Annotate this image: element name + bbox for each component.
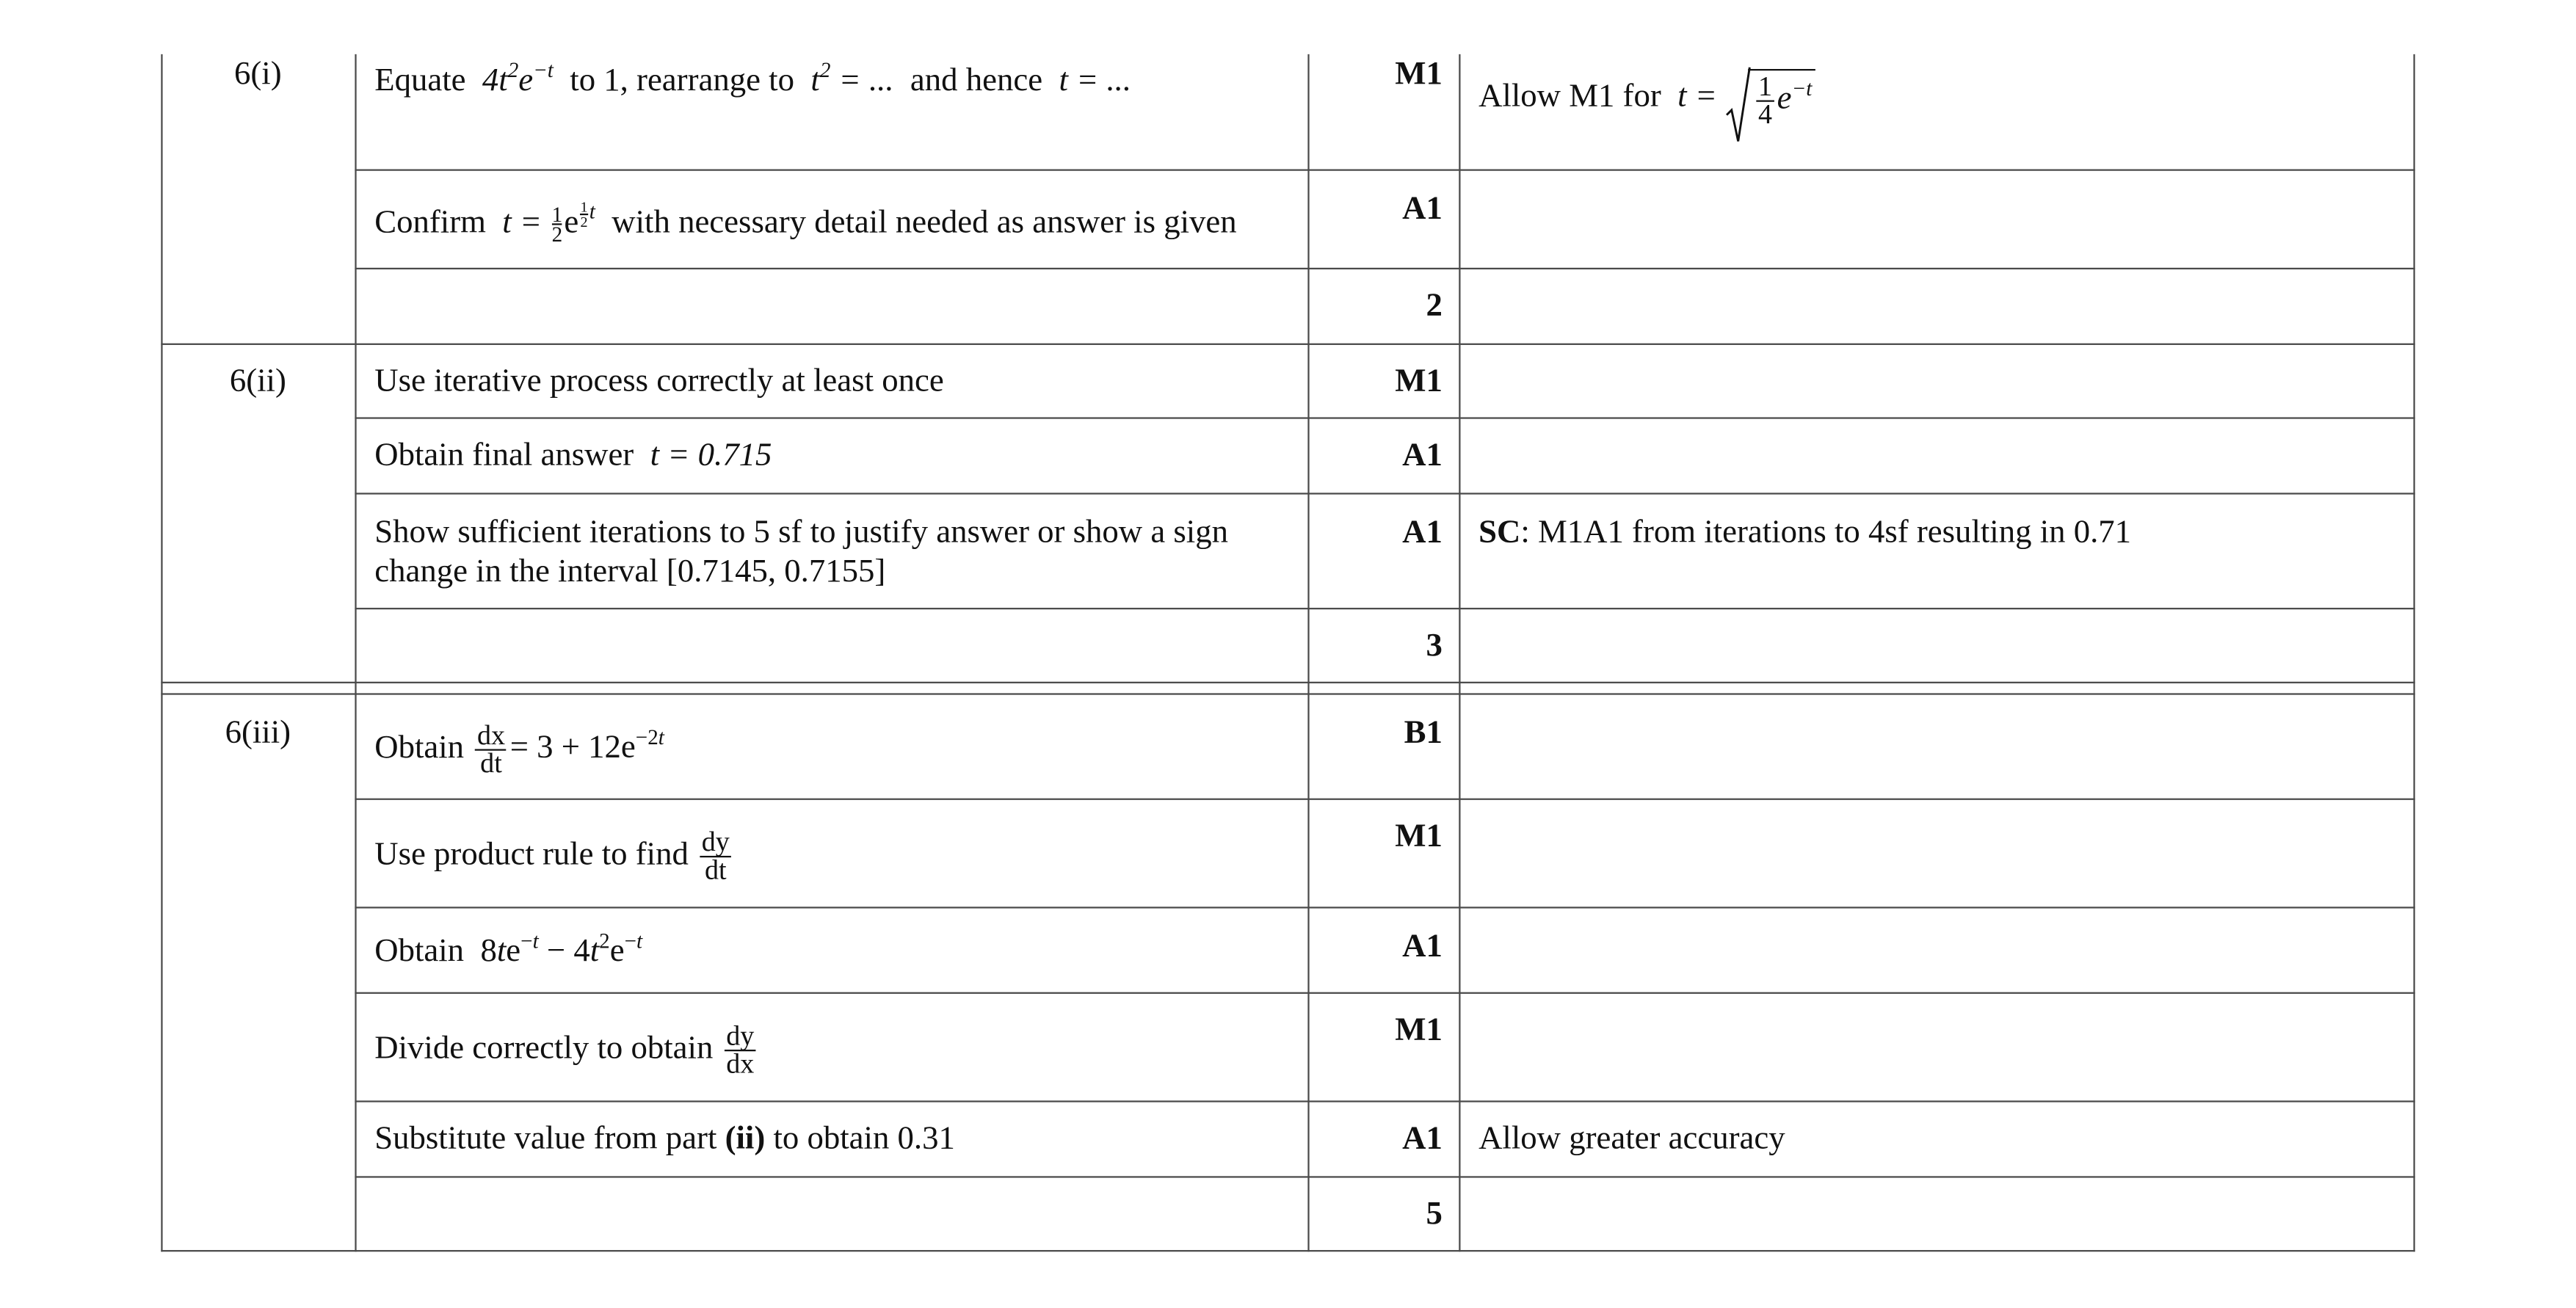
math-expression: t = ... bbox=[1059, 62, 1132, 99]
derivative-fraction bbox=[700, 826, 732, 886]
guidance-note: Allow greater accuracy bbox=[1479, 1120, 1785, 1157]
answer-text bbox=[374, 826, 734, 886]
mark-code: A1 bbox=[1402, 190, 1443, 227]
fraction-denominator: dx bbox=[726, 1047, 755, 1080]
mark-total: 2 bbox=[1426, 287, 1443, 324]
table-border-right bbox=[2413, 54, 2414, 1251]
mark-code: A1 bbox=[1402, 928, 1443, 964]
fraction-denominator: 4 bbox=[1757, 98, 1772, 130]
column-divider-marks bbox=[1459, 54, 1460, 1251]
row-divider bbox=[355, 268, 2414, 269]
math-expression: $4t^2e^{-t}$ bbox=[482, 57, 554, 99]
table-border-bottom bbox=[161, 1250, 2414, 1251]
question-divider bbox=[161, 344, 2414, 345]
answer-text-part: and hence bbox=[910, 62, 1043, 99]
math-expression: $e^{-t}$ bbox=[1777, 76, 1813, 117]
answer-text-part: Substitute value from part bbox=[374, 1120, 717, 1157]
fraction-denominator: dt bbox=[704, 854, 727, 886]
answer-text bbox=[374, 1120, 955, 1158]
fraction-half bbox=[551, 203, 563, 247]
math-expression: $8te^{-t} - 4t^2e^{-t}$ bbox=[480, 928, 643, 970]
guidance-text: : M1A1 from iterations to 4sf resulting in 0.71 bbox=[1520, 514, 2132, 551]
fraction-numerator: dy bbox=[725, 1023, 756, 1051]
answer-text-part: to obtain 0.31 bbox=[773, 1120, 955, 1157]
math-expression: t = bbox=[502, 204, 543, 241]
fraction-numerator: 1 bbox=[1757, 74, 1774, 102]
answer-text bbox=[374, 1020, 759, 1080]
table-border-left bbox=[161, 54, 162, 1251]
math-expression: t = 0.715 bbox=[650, 437, 772, 473]
answer-text-part: Divide correctly to obtain bbox=[374, 1030, 714, 1067]
mark-code: M1 bbox=[1395, 1011, 1443, 1048]
fraction-numerator: 1 bbox=[551, 203, 563, 228]
answer-text-line: Show sufficient iterations to 5 sf to justify answer or show a sign bbox=[374, 514, 1229, 551]
answer-text-part: Use product rule to find bbox=[374, 836, 689, 873]
mark-code: M1 bbox=[1395, 818, 1443, 854]
mark-code: A1 bbox=[1402, 1120, 1443, 1157]
answer-text-part: Confirm bbox=[374, 204, 486, 241]
guidance-note bbox=[1479, 514, 2131, 551]
row-divider bbox=[355, 608, 2414, 609]
row-divider bbox=[355, 906, 2414, 908]
guidance-note bbox=[1479, 69, 1815, 128]
answer-text-part: to 1, rearrange to bbox=[570, 62, 794, 99]
question-number: 6(i) bbox=[234, 56, 282, 92]
row-divider bbox=[355, 1176, 2414, 1177]
mark-total: 3 bbox=[1426, 627, 1443, 664]
answer-text-part: with necessary detail needed as answer is given bbox=[612, 204, 1237, 241]
answer-text bbox=[374, 719, 664, 779]
row-divider bbox=[355, 799, 2414, 800]
row-divider bbox=[355, 992, 2414, 994]
answer-text: Confirm t = $\frac{1}{2}$ e $^{\frac{1}{2} t}$ with necessary detail needed as answer is given bbox=[374, 198, 1237, 247]
mark-total: 5 bbox=[1426, 1196, 1443, 1232]
derivative-fraction bbox=[476, 719, 507, 779]
row-divider bbox=[355, 417, 2414, 418]
mark-code: B1 bbox=[1404, 714, 1443, 751]
row-divider bbox=[355, 170, 2414, 171]
row-divider bbox=[355, 1100, 2414, 1102]
mark-scheme-table bbox=[161, 0, 2414, 1251]
radicand bbox=[1749, 69, 1815, 128]
derivative-fraction bbox=[725, 1020, 756, 1080]
radical-sign-icon bbox=[1725, 66, 1752, 148]
mark-code: M1 bbox=[1395, 363, 1443, 399]
answer-text-part: Obtain final answer bbox=[374, 437, 634, 473]
special-case-label: SC bbox=[1479, 514, 1521, 551]
fraction-numerator: dy bbox=[700, 829, 732, 857]
math-expression: = $3 + 12e^{-2t}$ bbox=[509, 724, 664, 766]
mark-code: A1 bbox=[1402, 514, 1443, 551]
square-root-expression bbox=[1725, 69, 1815, 128]
answer-text: Use iterative process correctly at least once bbox=[374, 363, 944, 399]
question-double-divider-top bbox=[161, 682, 2414, 683]
mark-code: A1 bbox=[1402, 437, 1443, 473]
question-number: 6(iii) bbox=[225, 714, 291, 751]
fraction bbox=[1757, 70, 1774, 130]
mark-code: M1 bbox=[1395, 56, 1443, 92]
answer-text bbox=[374, 57, 1132, 100]
question-double-divider-bottom bbox=[161, 693, 2414, 694]
answer-text-line: change in the interval [0.7145, 0.7155] bbox=[374, 553, 886, 590]
answer-text-part: Equate bbox=[374, 62, 466, 99]
answer-text bbox=[374, 928, 643, 970]
column-divider-question bbox=[355, 54, 356, 1251]
part-reference: (ii) bbox=[725, 1120, 766, 1157]
guidance-text: Allow M1 for bbox=[1479, 78, 1661, 115]
answer-text-part: Obtain bbox=[374, 933, 465, 970]
fraction-denominator: 2 bbox=[551, 222, 563, 247]
math-expression: $t^2$ = ... bbox=[810, 57, 894, 99]
row-divider bbox=[355, 493, 2414, 494]
question-number: 6(ii) bbox=[229, 363, 286, 399]
answer-text bbox=[374, 437, 772, 474]
fraction-denominator: dt bbox=[480, 747, 502, 779]
answer-text-part: Obtain bbox=[374, 729, 465, 766]
math-expression: t = bbox=[1677, 78, 1717, 115]
fraction-numerator: dx bbox=[476, 723, 507, 751]
